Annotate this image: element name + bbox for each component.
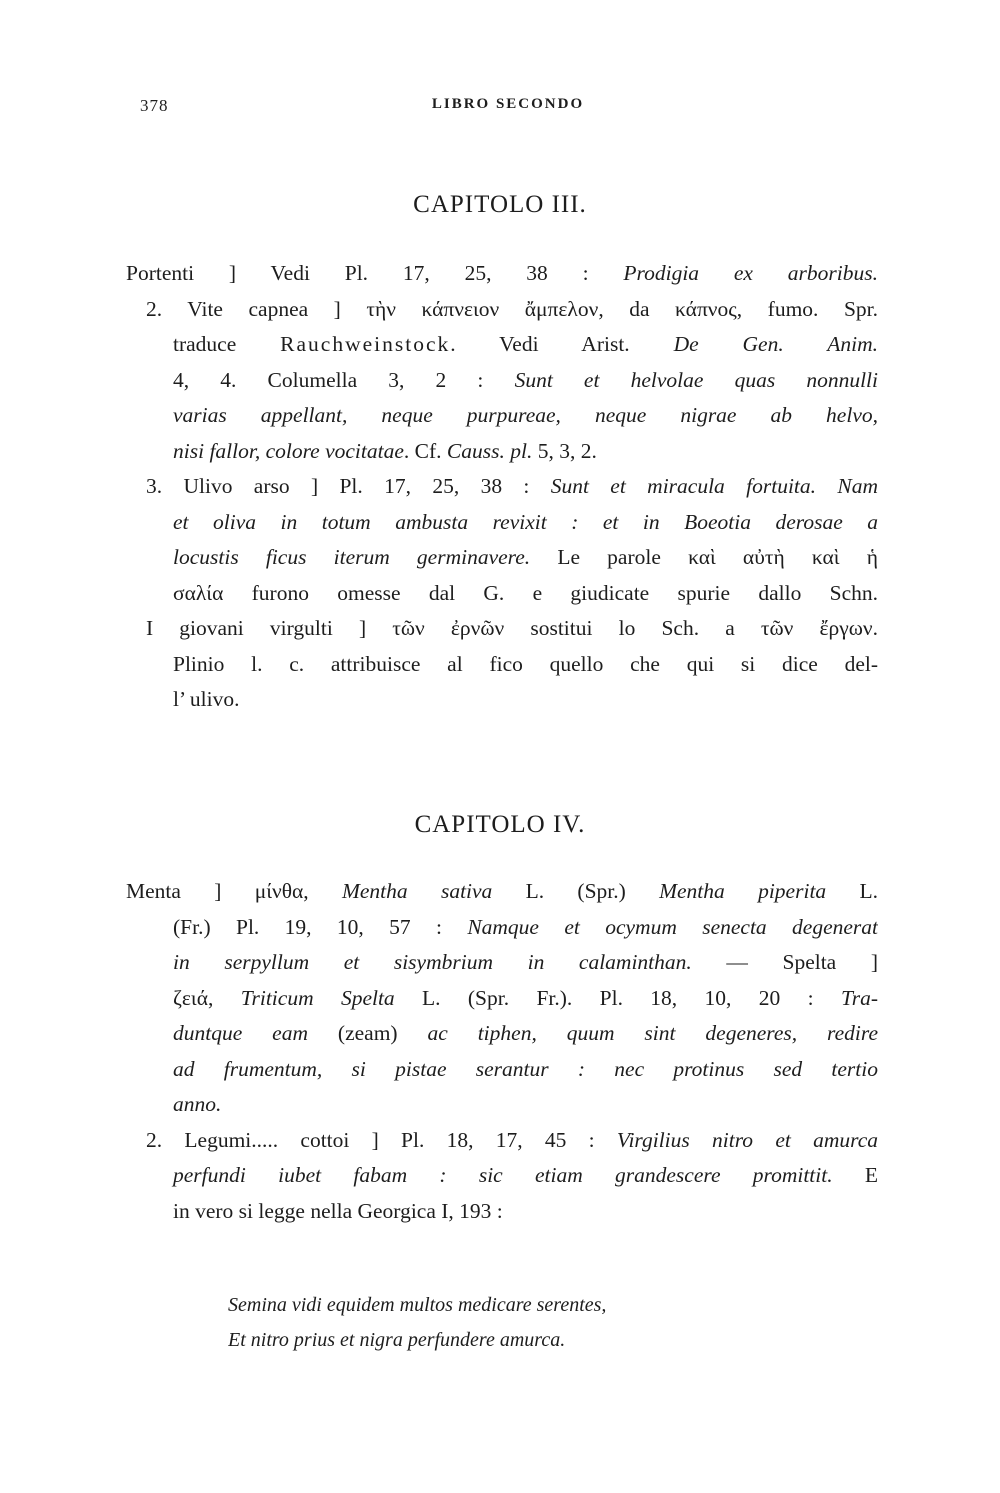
chapter-iv-notes: [126, 874, 878, 1229]
note-line: σαλία furono omesse dal G. e giudicate spurie dallo Schn.: [173, 580, 878, 605]
note-line: 3. Ulivo arso ] Pl. 17, 25, 38 : Sunt et miracula fortuita. Nam: [146, 474, 878, 498]
verse-line: Semina vidi equidem multos medicare serentes,: [228, 1294, 607, 1316]
note-line: 2. Vite capnea ] τὴν κάπνειον ἄμπελον, da κάπνος, fumo. Spr.: [146, 296, 878, 321]
note-line: ad frumentum, si pistae serantur : nec protinus sed tertio: [173, 1056, 878, 1081]
note-line: et oliva in totum ambusta revixit : et in Boeotia derosae a: [173, 509, 878, 534]
verse-quotation: [228, 1288, 788, 1358]
note-line: Portenti ] Vedi Pl. 17, 25, 38 : Prodigia ex arboribus.: [126, 261, 878, 285]
page-number: 378: [140, 96, 169, 115]
note-line: in vero si legge nella Georgica I, 193 :: [173, 1198, 503, 1223]
note-line: anno.: [173, 1092, 222, 1116]
chapter-iii-notes: [126, 256, 878, 718]
note-line: duntque eam (zeam) ac tiphen, quum sint degeneres, redire: [173, 1021, 878, 1045]
chapter-heading-iv: CAPITOLO IV.: [414, 811, 586, 838]
chapter-heading-iii: CAPITOLO III.: [413, 191, 587, 218]
note-line: I giovani virgulti ] τῶν ἐρνῶν sostitui lo Sch. a τῶν ἔργων.: [146, 616, 878, 640]
note-line: nisi fallor, colore vocitatae. Cf. Causs. pl. 5, 3, 2.: [173, 438, 597, 463]
running-head: [140, 96, 876, 120]
note-line: locustis ficus iterum germinavere. Le parole καὶ αὐτὴ καὶ ἡ: [173, 545, 878, 569]
note-line: varias appellant, neque purpureae, neque nigrae ab helvo,: [173, 403, 878, 427]
note-line: 2. Legumi..... cottoi ] Pl. 18, 17, 45 : Virgilius nitro et amurca: [146, 1127, 878, 1152]
note-line: l’ ulivo.: [173, 687, 240, 711]
note-line: Menta ] μίνθα, Mentha sativa L. (Spr.) Mentha piperita L.: [126, 879, 878, 903]
note-line: traduce Rauchweinstock. Vedi Arist. De Gen. Anim.: [173, 332, 878, 356]
note-line: (Fr.) Pl. 19, 10, 57 : Namque et ocymum senecta degenerat: [173, 914, 878, 939]
verse-line: Et nitro prius et nigra perfundere amurca.: [228, 1329, 566, 1351]
note-line: Plinio l. c. attribuisce al fico quello che qui si dice del-: [173, 651, 878, 676]
note-line: 4, 4. Columella 3, 2 : Sunt et helvolae quas nonnulli: [173, 367, 878, 392]
running-title: LIBRO SECONDO: [431, 96, 585, 112]
note-line: perfundi iubet fabam : sic etiam grandescere promittit. E: [173, 1163, 878, 1187]
note-line: in serpyllum et sisymbrium in calaminthan. — Spelta ]: [173, 950, 878, 974]
note-line: ζειά, Triticum Spelta L. (Spr. Fr.). Pl. 18, 10, 20 : Tra-: [173, 985, 878, 1010]
